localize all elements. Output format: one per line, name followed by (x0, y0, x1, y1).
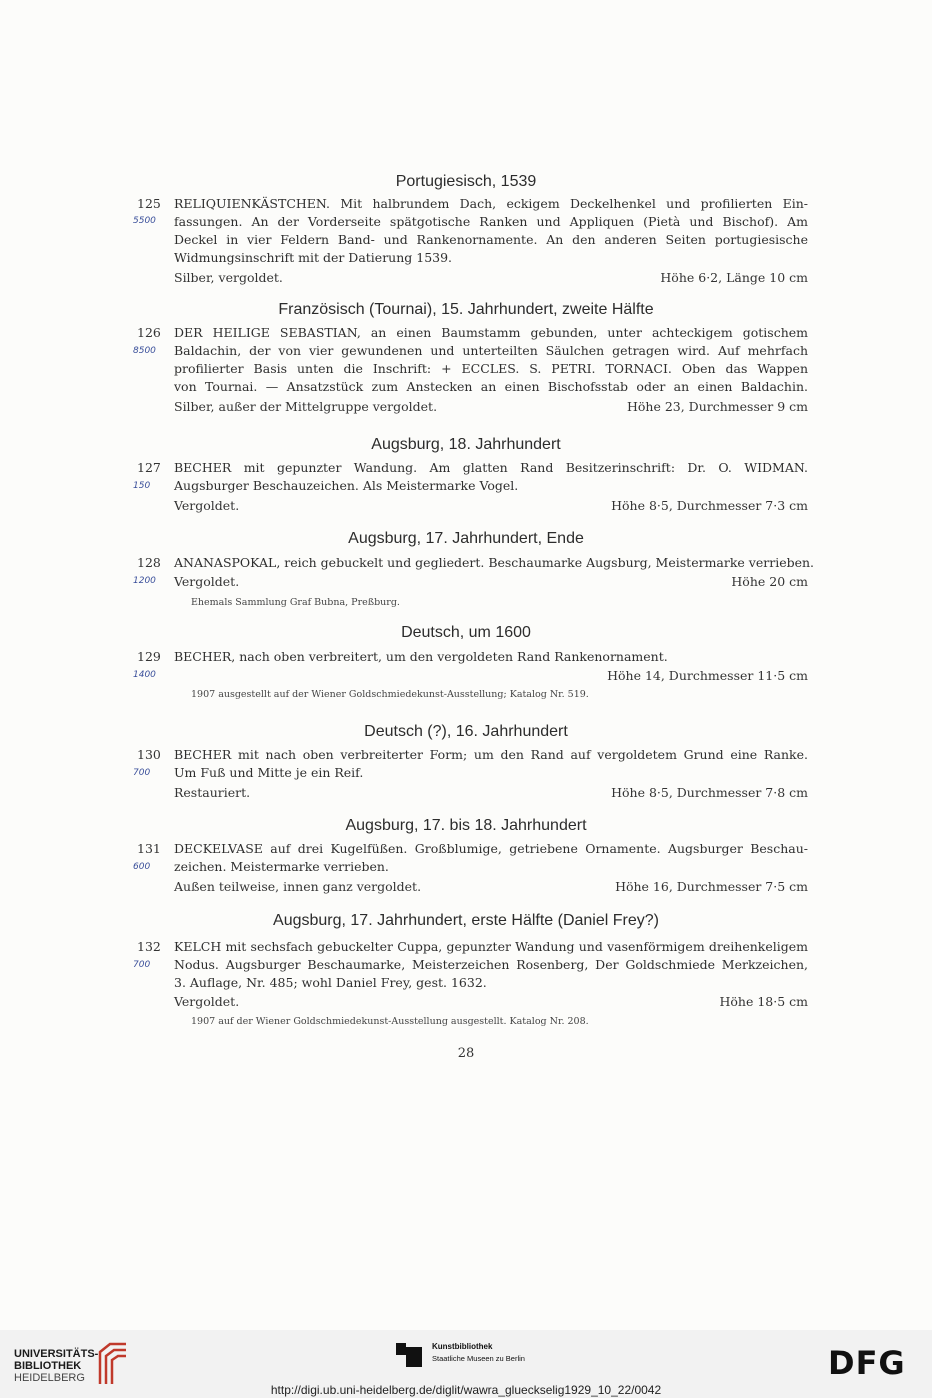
section-heading: Deutsch (?), 16. Jahrhundert (364, 723, 568, 740)
provenance-note: Ehemals Sammlung Graf Bubna, Preßburg. (191, 597, 400, 608)
dfg-logo[interactable]: DFG (828, 1344, 906, 1382)
dimensions: Höhe 18·5 cm (719, 994, 808, 1009)
entry-text-line: BECHER mit nach oben verbreiterter Form; um den Rand auf vergoldetem Grund eine Ranke. (174, 747, 808, 762)
handwritten-price: 150 (133, 481, 151, 491)
entry-number: 130 (137, 747, 161, 762)
entry-number: 131 (137, 841, 161, 856)
material: Silber, außer der Mittelgruppe vergoldet. (174, 399, 438, 414)
material: Vergoldet. (174, 994, 240, 1009)
material: Vergoldet. (174, 574, 240, 589)
entry-text-line: KELCH mit sechsfach gebuckelter Cuppa, gepunzter Wandung und vasenförmigem dreihenkeligem (174, 939, 808, 954)
entry-text-line: Um Fuß und Mitte je ein Reif. (174, 765, 364, 780)
section-heading: Augsburg, 17. Jahrhundert, erste Hälfte (Daniel Frey?) (273, 912, 659, 929)
library-name-line: HEIDELBERG (14, 1372, 85, 1384)
section-heading: Augsburg, 17. bis 18. Jahrhundert (345, 817, 587, 834)
entry-text-line: Baldachin, der von vier gewundenen und unterteilten Säulchen getragen wird. Auf mehrfach (174, 343, 808, 358)
section-heading: Portugiesisch, 1539 (395, 173, 537, 190)
entry-text-line: ANANASPOKAL, reich gebuckelt und gegliedert. Beschaumarke Augsburg, Meistermarke verrieben. (174, 555, 815, 570)
handwritten-price: 8500 (133, 346, 156, 356)
dimensions: Höhe 16, Durchmesser 7·5 cm (615, 879, 808, 894)
material: Restauriert. (174, 785, 251, 800)
university-library-logo-text[interactable] (14, 1348, 98, 1384)
entry-text-line: zeichen. Meistermarke verrieben. (174, 859, 389, 874)
entry-text-line: BECHER, nach oben verbreitert, um den vergoldeten Rand Rankenornament. (174, 649, 668, 664)
section-heading: Augsburg, 18. Jahrhundert (371, 436, 561, 453)
section-heading: Französisch (Tournai), 15. Jahrhundert, zweite Hälfte (278, 301, 654, 318)
entry-number: 129 (137, 649, 161, 664)
page-number: 28 (457, 1046, 475, 1061)
handwritten-price: 1200 (133, 576, 156, 586)
dimensions: Höhe 8·5, Durchmesser 7·3 cm (611, 498, 808, 513)
entry-number: 128 (137, 555, 161, 570)
entry-number: 132 (137, 939, 161, 954)
entry-text-line: Widmungsinschrift mit der Datierung 1539. (174, 250, 453, 265)
kb-subtitle: Staatliche Museen zu Berlin (432, 1354, 525, 1363)
entry-text-line: RELIQUIENKÄSTCHEN. Mit halbrundem Dach, eckigem Deckelhenkel und profilierten Ein- (174, 196, 808, 211)
entry-text-line: profilierter Basis unten die Inschrift: + ECCLES. S. PETRI. TORNACI. Oben das Wappen (174, 361, 808, 376)
entry-text-line: DECKELVASE auf drei Kugelfüßen. Großblumige, getriebene Ornamente. Augsburger Beschau- (174, 841, 808, 856)
dimensions: Höhe 6·2, Länge 10 cm (660, 270, 808, 285)
permalink-url[interactable]: http://digi.ub.uni-heidelberg.de/diglit/wawra_glueckselig1929_10_22/0042 (270, 1383, 662, 1397)
entry-text-line: von Tournai. — Ansatzstück zum Anstecken an einen Bischofsstab oder an einen Baldachin. (174, 379, 808, 394)
material: Vergoldet. (174, 498, 240, 513)
section-heading: Deutsch, um 1600 (401, 624, 531, 641)
handwritten-price: 5500 (133, 216, 156, 226)
provenance-note: 1907 ausgestellt auf der Wiener Goldschmiedekunst-Ausstellung; Katalog Nr. 519. (191, 689, 589, 700)
entry-text-line: Augsburger Beschauzeichen. Als Meistermarke Vogel. (174, 478, 519, 493)
handwritten-price: 1400 (133, 670, 156, 680)
provenance-note: 1907 auf der Wiener Goldschmiedekunst-Ausstellung ausgestellt. Katalog Nr. 208. (191, 1016, 589, 1027)
entry-number: 127 (137, 460, 161, 475)
entry-text-line: Nodus. Augsburger Beschaumarke, Meisterzeichen Rosenberg, Der Goldschmiede Merkzeichen, (174, 957, 808, 972)
entry-text-line: DER HEILIGE SEBASTIAN, an einen Baumstamm gebunden, unter achteckigem gotischem (174, 325, 808, 340)
entry-text-line: fassungen. An der Vorderseite spätgotische Ranken und Appliquen (Pietà und Bischof). Am (174, 214, 808, 229)
kb-title: Kunstbibliothek (432, 1342, 493, 1351)
library-emblem-icon (96, 1340, 130, 1386)
library-name-line: UNIVERSITÄTS- (14, 1348, 99, 1360)
kunstbibliothek-text[interactable] (432, 1341, 525, 1365)
handwritten-price: 700 (133, 960, 151, 970)
dimensions: Höhe 8·5, Durchmesser 7·8 cm (611, 785, 808, 800)
handwritten-price: 700 (133, 768, 151, 778)
entry-number: 126 (137, 325, 161, 340)
entry-number: 125 (137, 196, 161, 211)
dimensions: Höhe 20 cm (731, 574, 808, 589)
dimensions: Höhe 14, Durchmesser 11·5 cm (607, 668, 808, 683)
material: Silber, vergoldet. (174, 270, 283, 285)
dimensions: Höhe 23, Durchmesser 9 cm (626, 399, 808, 414)
entry-text-line: BECHER mit gepunzter Wandung. Am glatten Rand Besitzerinschrift: Dr. O. WIDMAN. (174, 460, 808, 475)
handwritten-price: 600 (133, 862, 151, 872)
kunstbibliothek-logo-icon (396, 1343, 422, 1367)
entry-text-line: Deckel in vier Feldern Band- und Rankenornamente. An den anderen Seiten portugiesische (174, 232, 808, 247)
section-heading: Augsburg, 17. Jahrhundert, Ende (348, 530, 584, 547)
material: Außen teilweise, innen ganz vergoldet. (174, 879, 422, 894)
entry-text-line: 3. Auflage, Nr. 485; wohl Daniel Frey, gest. 1632. (174, 975, 487, 990)
library-name-line: BIBLIOTHEK (14, 1360, 82, 1372)
